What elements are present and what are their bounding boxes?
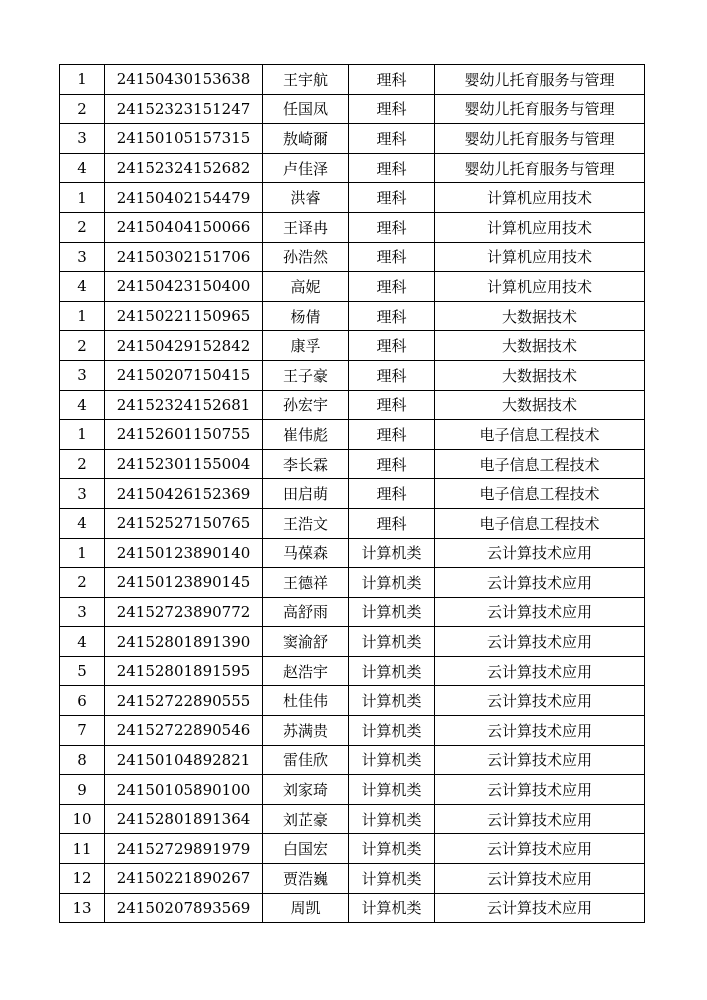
- exam-id-cell: 24150207150415: [105, 360, 263, 390]
- table-row: [60, 745, 645, 775]
- exam-id-cell: 24150423150400: [105, 272, 263, 302]
- subject-category-cell: 理科: [349, 479, 435, 509]
- subject-category-cell: 计算机类: [349, 804, 435, 834]
- table-row: [60, 449, 645, 479]
- student-name-cell: 雷佳欣: [263, 745, 349, 775]
- table-row: [60, 834, 645, 864]
- student-name-cell: 洪睿: [263, 183, 349, 213]
- major-cell: 云计算技术应用: [435, 804, 645, 834]
- major-cell: 计算机应用技术: [435, 183, 645, 213]
- row-number-cell: 2: [60, 449, 105, 479]
- row-number-cell: 4: [60, 390, 105, 420]
- exam-id-cell: 24152601150755: [105, 420, 263, 450]
- subject-category-cell: 理科: [349, 272, 435, 302]
- admission-table: [59, 64, 645, 923]
- student-name-cell: 赵浩宇: [263, 656, 349, 686]
- subject-category-cell: 计算机类: [349, 597, 435, 627]
- table-row: [60, 627, 645, 657]
- subject-category-cell: 理科: [349, 212, 435, 242]
- row-number-cell: 2: [60, 212, 105, 242]
- exam-id-cell: 24150430153638: [105, 65, 263, 95]
- student-name-cell: 王子豪: [263, 360, 349, 390]
- row-number-cell: 1: [60, 538, 105, 568]
- row-number-cell: 7: [60, 716, 105, 746]
- row-number-cell: 4: [60, 508, 105, 538]
- table-row: [60, 420, 645, 450]
- major-cell: 大数据技术: [435, 331, 645, 361]
- table-row: [60, 94, 645, 124]
- major-cell: 电子信息工程技术: [435, 508, 645, 538]
- exam-id-cell: 24150402154479: [105, 183, 263, 213]
- student-name-cell: 高妮: [263, 272, 349, 302]
- student-name-cell: 杨倩: [263, 301, 349, 331]
- exam-id-cell: 24152723890772: [105, 597, 263, 627]
- subject-category-cell: 理科: [349, 390, 435, 420]
- student-name-cell: 王译冉: [263, 212, 349, 242]
- table-row: [60, 153, 645, 183]
- row-number-cell: 8: [60, 745, 105, 775]
- exam-id-cell: 24150123890145: [105, 568, 263, 598]
- exam-id-cell: 24152324152682: [105, 153, 263, 183]
- exam-id-cell: 24152729891979: [105, 834, 263, 864]
- major-cell: 云计算技术应用: [435, 627, 645, 657]
- exam-id-cell: 24150404150066: [105, 212, 263, 242]
- subject-category-cell: 理科: [349, 153, 435, 183]
- student-name-cell: 田启萌: [263, 479, 349, 509]
- table-row: [60, 775, 645, 805]
- major-cell: 云计算技术应用: [435, 597, 645, 627]
- student-name-cell: 敖崎爾: [263, 124, 349, 154]
- subject-category-cell: 理科: [349, 124, 435, 154]
- row-number-cell: 10: [60, 804, 105, 834]
- major-cell: 婴幼儿托育服务与管理: [435, 124, 645, 154]
- exam-id-cell: 24152324152681: [105, 390, 263, 420]
- row-number-cell: 1: [60, 420, 105, 450]
- exam-id-cell: 24150221150965: [105, 301, 263, 331]
- exam-id-cell: 24150426152369: [105, 479, 263, 509]
- major-cell: 电子信息工程技术: [435, 449, 645, 479]
- table-row: [60, 538, 645, 568]
- student-name-cell: 崔伟彪: [263, 420, 349, 450]
- major-cell: 电子信息工程技术: [435, 479, 645, 509]
- student-name-cell: 刘家琦: [263, 775, 349, 805]
- exam-id-cell: 24150429152842: [105, 331, 263, 361]
- major-cell: 婴幼儿托育服务与管理: [435, 65, 645, 95]
- exam-id-cell: 24152801891390: [105, 627, 263, 657]
- student-name-cell: 王浩文: [263, 508, 349, 538]
- student-name-cell: 任国凤: [263, 94, 349, 124]
- table-row: [60, 864, 645, 894]
- major-cell: 云计算技术应用: [435, 538, 645, 568]
- major-cell: 云计算技术应用: [435, 775, 645, 805]
- table-row: [60, 479, 645, 509]
- row-number-cell: 1: [60, 183, 105, 213]
- row-number-cell: 4: [60, 627, 105, 657]
- subject-category-cell: 理科: [349, 94, 435, 124]
- exam-id-cell: 24152323151247: [105, 94, 263, 124]
- table-row: [60, 360, 645, 390]
- major-cell: 计算机应用技术: [435, 242, 645, 272]
- table-row: [60, 272, 645, 302]
- table-row: [60, 124, 645, 154]
- student-name-cell: 孙浩然: [263, 242, 349, 272]
- row-number-cell: 3: [60, 479, 105, 509]
- table-row: [60, 65, 645, 95]
- row-number-cell: 5: [60, 656, 105, 686]
- table-row: [60, 804, 645, 834]
- major-cell: 云计算技术应用: [435, 686, 645, 716]
- table-row: [60, 183, 645, 213]
- major-cell: 计算机应用技术: [435, 212, 645, 242]
- exam-id-cell: 24150104892821: [105, 745, 263, 775]
- student-name-cell: 窦渝舒: [263, 627, 349, 657]
- subject-category-cell: 理科: [349, 183, 435, 213]
- major-cell: 云计算技术应用: [435, 864, 645, 894]
- major-cell: 云计算技术应用: [435, 716, 645, 746]
- table-row: [60, 331, 645, 361]
- row-number-cell: 3: [60, 124, 105, 154]
- exam-id-cell: 24150207893569: [105, 893, 263, 923]
- major-cell: 云计算技术应用: [435, 834, 645, 864]
- subject-category-cell: 理科: [349, 301, 435, 331]
- student-name-cell: 白国宏: [263, 834, 349, 864]
- table-row: [60, 568, 645, 598]
- subject-category-cell: 理科: [349, 508, 435, 538]
- major-cell: 计算机应用技术: [435, 272, 645, 302]
- major-cell: 大数据技术: [435, 360, 645, 390]
- row-number-cell: 1: [60, 65, 105, 95]
- exam-id-cell: 24150302151706: [105, 242, 263, 272]
- exam-id-cell: 24152722890546: [105, 716, 263, 746]
- table-row: [60, 716, 645, 746]
- subject-category-cell: 理科: [349, 331, 435, 361]
- major-cell: 云计算技术应用: [435, 893, 645, 923]
- row-number-cell: 4: [60, 153, 105, 183]
- table-row: [60, 686, 645, 716]
- student-name-cell: 王宇航: [263, 65, 349, 95]
- table-row: [60, 508, 645, 538]
- table-row: [60, 893, 645, 923]
- exam-id-cell: 24150105890100: [105, 775, 263, 805]
- exam-id-cell: 24150105157315: [105, 124, 263, 154]
- table-row: [60, 301, 645, 331]
- row-number-cell: 13: [60, 893, 105, 923]
- student-name-cell: 李长霖: [263, 449, 349, 479]
- major-cell: 大数据技术: [435, 390, 645, 420]
- subject-category-cell: 计算机类: [349, 775, 435, 805]
- subject-category-cell: 计算机类: [349, 834, 435, 864]
- table-row: [60, 390, 645, 420]
- row-number-cell: 3: [60, 242, 105, 272]
- exam-id-cell: 24152801891595: [105, 656, 263, 686]
- row-number-cell: 1: [60, 301, 105, 331]
- table-row: [60, 212, 645, 242]
- subject-category-cell: 计算机类: [349, 656, 435, 686]
- major-cell: 云计算技术应用: [435, 568, 645, 598]
- table-body: [60, 65, 645, 923]
- student-name-cell: 孙宏宇: [263, 390, 349, 420]
- student-name-cell: 马葆森: [263, 538, 349, 568]
- subject-category-cell: 计算机类: [349, 864, 435, 894]
- row-number-cell: 2: [60, 331, 105, 361]
- student-name-cell: 贾浩巍: [263, 864, 349, 894]
- subject-category-cell: 计算机类: [349, 568, 435, 598]
- major-cell: 婴幼儿托育服务与管理: [435, 153, 645, 183]
- row-number-cell: 3: [60, 360, 105, 390]
- row-number-cell: 2: [60, 568, 105, 598]
- row-number-cell: 3: [60, 597, 105, 627]
- subject-category-cell: 计算机类: [349, 538, 435, 568]
- subject-category-cell: 理科: [349, 360, 435, 390]
- subject-category-cell: 计算机类: [349, 893, 435, 923]
- row-number-cell: 6: [60, 686, 105, 716]
- exam-id-cell: 24150123890140: [105, 538, 263, 568]
- row-number-cell: 9: [60, 775, 105, 805]
- subject-category-cell: 计算机类: [349, 716, 435, 746]
- exam-id-cell: 24152527150765: [105, 508, 263, 538]
- row-number-cell: 4: [60, 272, 105, 302]
- table-row: [60, 242, 645, 272]
- student-name-cell: 康孚: [263, 331, 349, 361]
- table-row: [60, 597, 645, 627]
- row-number-cell: 2: [60, 94, 105, 124]
- student-name-cell: 苏满贵: [263, 716, 349, 746]
- exam-id-cell: 24150221890267: [105, 864, 263, 894]
- subject-category-cell: 理科: [349, 449, 435, 479]
- subject-category-cell: 理科: [349, 65, 435, 95]
- subject-category-cell: 理科: [349, 242, 435, 272]
- student-name-cell: 周凯: [263, 893, 349, 923]
- student-name-cell: 刘芷豪: [263, 804, 349, 834]
- major-cell: 婴幼儿托育服务与管理: [435, 94, 645, 124]
- row-number-cell: 11: [60, 834, 105, 864]
- student-name-cell: 杜佳伟: [263, 686, 349, 716]
- subject-category-cell: 理科: [349, 420, 435, 450]
- student-name-cell: 王德祥: [263, 568, 349, 598]
- major-cell: 云计算技术应用: [435, 745, 645, 775]
- major-cell: 大数据技术: [435, 301, 645, 331]
- exam-id-cell: 24152301155004: [105, 449, 263, 479]
- row-number-cell: 12: [60, 864, 105, 894]
- subject-category-cell: 计算机类: [349, 627, 435, 657]
- major-cell: 云计算技术应用: [435, 656, 645, 686]
- student-name-cell: 卢佳泽: [263, 153, 349, 183]
- exam-id-cell: 24152801891364: [105, 804, 263, 834]
- subject-category-cell: 计算机类: [349, 686, 435, 716]
- subject-category-cell: 计算机类: [349, 745, 435, 775]
- major-cell: 电子信息工程技术: [435, 420, 645, 450]
- student-name-cell: 高舒雨: [263, 597, 349, 627]
- exam-id-cell: 24152722890555: [105, 686, 263, 716]
- table-row: [60, 656, 645, 686]
